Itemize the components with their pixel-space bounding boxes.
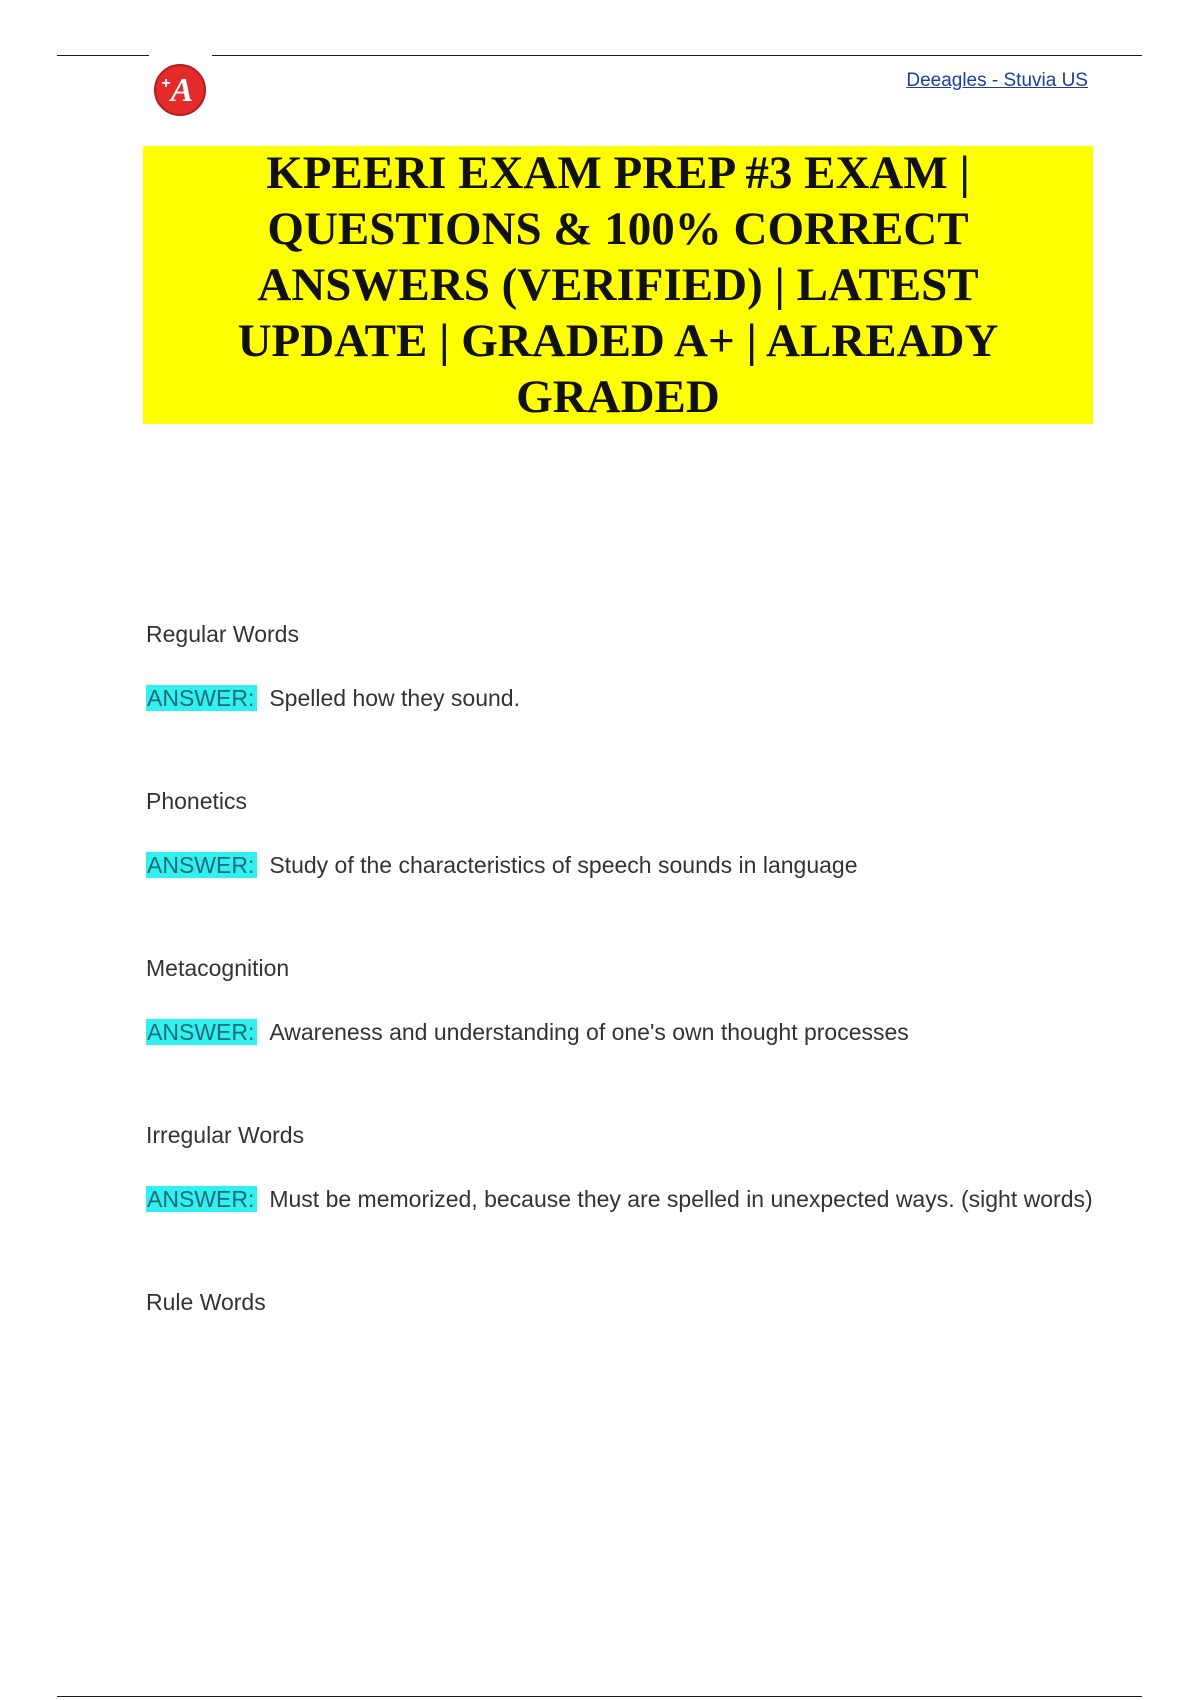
answer-label: ANSWER:: [146, 852, 257, 878]
svg-text:A: A: [170, 72, 194, 109]
answer-body: Study of the characteristics of speech sounds in language: [269, 852, 858, 878]
qa-list: [146, 617, 1106, 1377]
answer-text: [146, 671, 1106, 726]
medical-a-plus-logo-icon: [151, 61, 209, 119]
answer-text: [146, 838, 1106, 893]
svg-text:+: +: [161, 75, 171, 92]
header-rule-left: [57, 55, 149, 56]
qa-item: [146, 951, 1106, 1060]
answer-label: ANSWER:: [146, 685, 257, 711]
footer-rule: [57, 1696, 1142, 1697]
qa-item: [146, 784, 1106, 893]
qa-item: [146, 617, 1106, 726]
question-text: Phonetics: [146, 788, 248, 814]
answer-body: Spelled how they sound.: [269, 685, 520, 711]
answer-text: [146, 1005, 1106, 1060]
header-rule-right: [212, 55, 1142, 56]
answer-label: ANSWER:: [146, 1019, 257, 1045]
source-link[interactable]: Deeagles - Stuvia US: [906, 70, 1088, 91]
title-banner: [143, 146, 1093, 424]
qa-item: [146, 1118, 1106, 1227]
qa-item: [146, 1285, 1106, 1319]
document-title: KPEERI EXAM PREP #3 EXAM | QUESTIONS & 100% CORRECT ANSWERS (VERIFIED) | LATEST UPDATE | GRADED A+ | ALREADY GRADED: [237, 147, 999, 423]
answer-text: [146, 1172, 1106, 1227]
answer-body: Awareness and understanding of one's own thought processes: [269, 1019, 909, 1045]
question-text: Irregular Words: [146, 1122, 305, 1148]
answer-label: ANSWER:: [146, 1186, 257, 1212]
question-text: Metacognition: [146, 955, 290, 981]
question-text: Rule Words: [146, 1289, 266, 1315]
question-text: Regular Words: [146, 621, 299, 647]
answer-body: Must be memorized, because they are spelled in unexpected ways. (sight words): [269, 1186, 1093, 1212]
